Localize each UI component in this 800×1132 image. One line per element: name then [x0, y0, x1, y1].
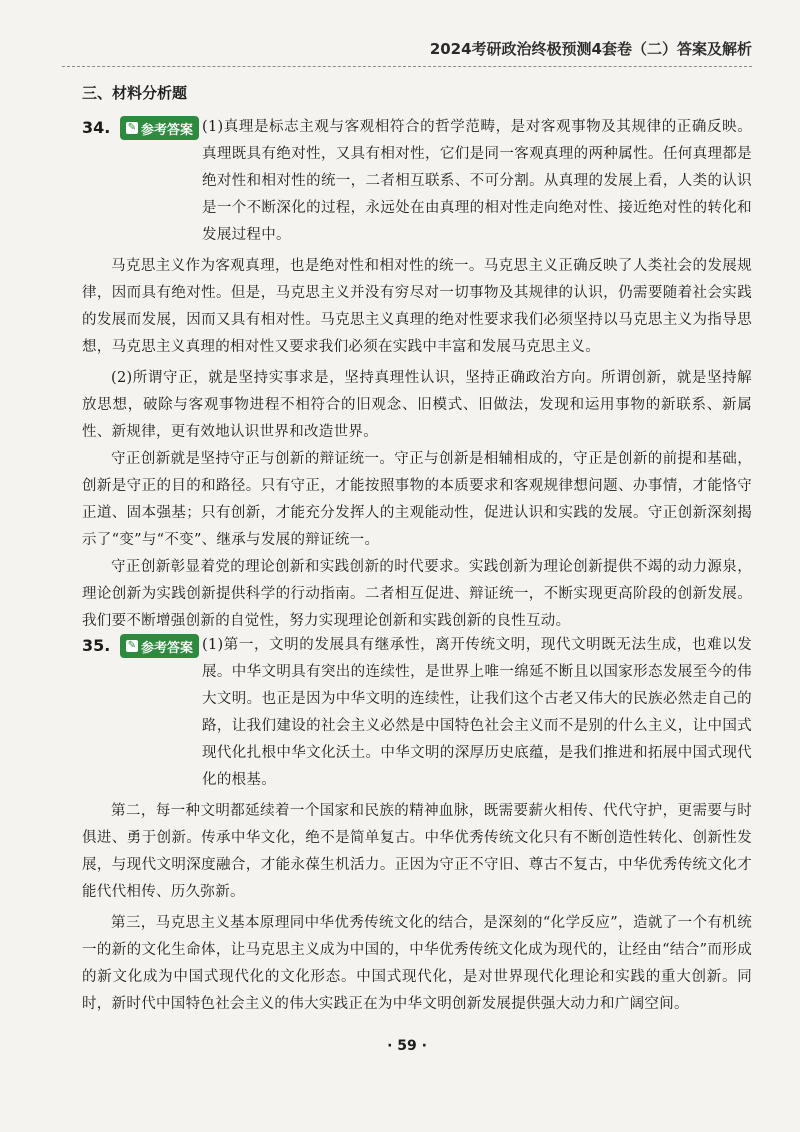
page-header-title: 2024考研政治终极预测4套卷（二）答案及解析 [429, 40, 752, 58]
document-page [62, 0, 752, 1132]
question-35 [82, 632, 752, 1018]
question-number: 35. [82, 636, 111, 655]
question-number: 34. [82, 118, 111, 137]
pencil-icon: ✎ [127, 122, 137, 133]
answer-badge [120, 116, 199, 140]
answer-paragraph: 守正创新彰显着党的理论创新和实践创新的时代要求。实践创新为理论创新提供不竭的动力源泉，理论创新为实践创新提供科学的行动指南。二者相互促进、辩证统一，不断实现更高阶段的创新发展。我们要不断增强创新的自觉性，努力实现理论创新和实践创新的良性互动。 [82, 559, 752, 629]
pencil-icon: ✎ [127, 640, 137, 651]
question-34 [82, 114, 752, 635]
answer-paragraph: (2)所谓守正，就是坚持实事求是，坚持真理性认识，坚持正确政治方向。所谓创新，就是坚持解放思想，破除与客观事物进程不相符合的旧观念、旧模式、旧做法，发现和运用事物的新联系、新属性、新规律，更有效地认识世界和改造世界。 [82, 370, 752, 440]
page-number: · 59 · [387, 1038, 427, 1054]
answer-paragraph: 守正创新就是坚持守正与创新的辩证统一。守正与创新是相辅相成的，守正是创新的前提和基础，创新是守正的目的和路径。只有守正，才能按照事物的本质要求和客观规律想问题、办事情，才能恪守正道、固本强基；只有创新，才能充分发挥人的主观能动性，促进认识和实践的发展。守正创新深刻揭示了“变”与“不变”、继承与发展的辩证统一。 [82, 451, 752, 548]
answer-paragraph: (1)真理是标志主观与客观相符合的哲学范畴，是对客观事物及其规律的正确反映。真理既具有绝对性，又具有相对性，它们是同一客观真理的两种属性。任何真理都是绝对性和相对性的统一，二者相互联系、不可分割。从真理的发展上看，人类的认识是一个不断深化的过程，永远处在由真理的相对性走向绝对性、接近绝对性的转化和发展过程中。 [202, 119, 752, 243]
answer-paragraph: 第三，马克思主义基本原理同中华优秀传统文化的结合，是深刻的“化学反应”，造就了一个有机统一的新的文化生命体，让马克思主义成为中国的，中华优秀传统文化成为现代的，让经由“结合”而形成的新文化成为中国式现代化的文化形态。中国式现代化，是对世界现代化理论和实践的重大创新。同时，新时代中国特色社会主义的伟大实践正在为中华文明创新发展提供强大动力和广阔空间。 [82, 915, 752, 1012]
answer-paragraph: 马克思主义作为客观真理，也是绝对性和相对性的统一。马克思主义正确反映了人类社会的发展规律，因而具有绝对性。但是，马克思主义并没有穷尽对一切事物及其规律的认识，仍需要随着社会实践的发展而发展，因而又具有相对性。马克思主义真理的绝对性要求我们必须坚持以马克思主义为指导思想，马克思主义真理的相对性又要求我们必须在实践中丰富和发展马克思主义。 [82, 258, 752, 355]
answer-paragraph: 第二，每一种文明都延续着一个国家和民族的精神血脉，既需要薪火相传、代代守护，更需要与时俱进、勇于创新。传承中华文化，绝不是简单复古。中华优秀传统文化只有不断创造性转化、创新性发展，与现代文明深度融合，才能永葆生机活力。正因为守正不守旧、尊古不复古，中华优秀传统文化才能代代相传、历久弥新。 [82, 803, 752, 900]
header-divider [62, 66, 752, 67]
answer-badge-label: 参考答案 [141, 640, 194, 656]
section-title: 三、材料分析题 [82, 84, 188, 102]
answer-badge [120, 634, 199, 658]
answer-badge-label: 参考答案 [141, 122, 194, 138]
answer-paragraph: (1)第一，文明的发展具有继承性，离开传统文明，现代文明既无法生成，也难以发展。中华文明具有突出的连续性，是世界上唯一绵延不断且以国家形态发展至今的伟大文明。也正是因为中华文明的连续性，让我们这个古老又伟大的民族必然走自己的路，让我们建设的社会主义必然是中国特色社会主义而不是别的什么主义，让中国式现代化扎根中华文化沃土。中华文明的深厚历史底蕴，是我们推进和拓展中国式现代化的根基。 [202, 637, 752, 788]
